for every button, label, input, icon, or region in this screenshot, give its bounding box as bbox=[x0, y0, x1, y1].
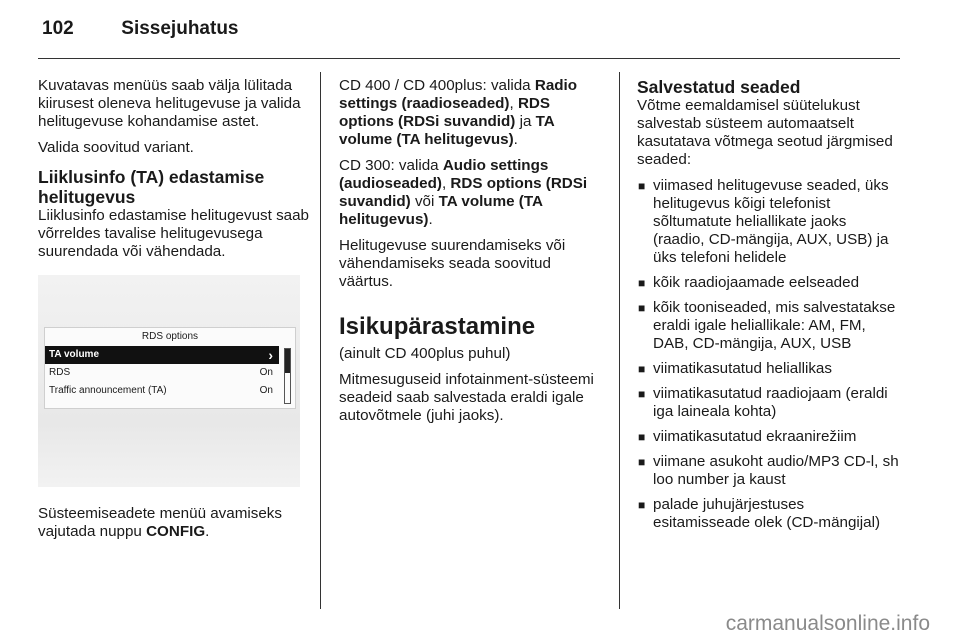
column-divider-2 bbox=[619, 72, 620, 609]
column-1 bbox=[38, 77, 310, 549]
subheading: (ainult CD 400plus puhul) bbox=[339, 345, 511, 362]
paragraph bbox=[339, 77, 607, 149]
menu-row-value: On bbox=[259, 367, 273, 378]
text: , bbox=[509, 95, 518, 112]
menu-row-value: On bbox=[259, 385, 273, 396]
menu-row-traffic-announcement bbox=[45, 382, 279, 400]
list-item bbox=[637, 453, 902, 489]
menu-term: RDS options (RDSi suvandid) bbox=[339, 95, 551, 130]
header-rule bbox=[38, 58, 900, 59]
saved-settings-list bbox=[637, 177, 902, 532]
bullet-icon: ■ bbox=[638, 498, 646, 512]
page-title: Sissejuhatus bbox=[121, 18, 239, 39]
menu-row-label: RDS bbox=[49, 367, 71, 378]
list-item bbox=[637, 385, 902, 421]
column-divider-1 bbox=[320, 72, 321, 609]
text: . bbox=[428, 211, 433, 228]
menu-term: Radio settings (raadioseaded) bbox=[339, 77, 578, 112]
display-screen bbox=[44, 327, 296, 409]
bullet-icon: ■ bbox=[638, 301, 646, 315]
column-2 bbox=[339, 77, 607, 433]
list-item-text: kõik tooniseaded, mis salvestatakse eraldi igale heliallikale: AM, FM, DAB, CD-mängija, AUX, USB bbox=[653, 299, 896, 352]
list-item bbox=[637, 177, 902, 267]
menu-row-rds bbox=[45, 364, 279, 382]
bullet-icon: ■ bbox=[638, 455, 646, 469]
section-heading: Salvestatud seaded bbox=[637, 77, 801, 97]
bullet-icon: ■ bbox=[638, 179, 646, 193]
text: CD 400 / CD 400plus: valida bbox=[339, 77, 535, 94]
text: . bbox=[513, 131, 518, 148]
list-item-text: viimatikasutatud heliallikas bbox=[653, 360, 832, 377]
menu-term: RDS options (RDSi suvandid) bbox=[339, 175, 588, 210]
screen-title: RDS options bbox=[141, 331, 199, 342]
caption-text: Süsteemiseadete menüü avamiseks vajutada nuppu bbox=[38, 505, 282, 540]
caption bbox=[38, 505, 310, 541]
paragraph: Mitmesuguseid infotainment-süsteemi seadeid saab salvestada eraldi igale autovõtmele (juhi jaoks). bbox=[339, 371, 594, 424]
scrollbar-thumb bbox=[285, 349, 290, 373]
list-item bbox=[637, 274, 902, 292]
caption-bold: CONFIG bbox=[146, 523, 206, 540]
list-item-text: palade juhujärjestuses esitamisseade olek (CD-mängijal) bbox=[653, 496, 881, 531]
text: , bbox=[441, 175, 451, 192]
caption-end: . bbox=[205, 523, 210, 540]
text: või bbox=[410, 193, 439, 210]
section-heading: Liiklusinfo (TA) edastamise helitugevus bbox=[38, 167, 265, 207]
paragraph bbox=[339, 157, 607, 229]
paragraph: Liiklusinfo edastamise helitugevust saab võrreldes tavalise helitugevusega suurendada või vähendada. bbox=[38, 207, 310, 260]
column-3 bbox=[637, 77, 902, 539]
menu-term: TA volume (TA helitugevus) bbox=[339, 193, 543, 228]
bullet-icon: ■ bbox=[638, 387, 646, 401]
list-item-text: kõik raadiojaamade eelseaded bbox=[653, 274, 860, 291]
bullet-icon: ■ bbox=[638, 276, 646, 290]
paragraph: Võtme eemaldamisel süütelukust salvestab süsteem automaatselt kasutatava võtmega seotud järgmised seaded: bbox=[637, 97, 893, 168]
list-item bbox=[637, 496, 902, 532]
scrollbar bbox=[284, 348, 291, 404]
section-heading: Isikupärastamine bbox=[339, 313, 536, 340]
list-item bbox=[637, 360, 902, 378]
watermark: carmanualsonline.info bbox=[725, 612, 930, 635]
paragraph: Kuvatavas menüüs saab välja lülitada kiirusest oleneva helitugevuse ja valida helitugevuse kohandamise astet. bbox=[38, 77, 301, 130]
list-item-text: viimatikasutatud raadiojaam (eraldi iga laineala kohta) bbox=[653, 385, 888, 420]
rds-options-screen-figure bbox=[38, 275, 300, 487]
paragraph: Helitugevuse suurendamiseks või vähendamiseks seada soovitud väärtus. bbox=[339, 237, 566, 290]
list-item-text: viimatikasutatud ekraanirežiim bbox=[653, 428, 857, 445]
paragraph: Valida soovitud variant. bbox=[38, 139, 194, 156]
list-item bbox=[637, 428, 902, 446]
menu-row-ta-volume bbox=[45, 346, 279, 364]
chevron-right-icon: › bbox=[268, 347, 273, 363]
page-number: 102 bbox=[42, 18, 74, 39]
bullet-icon: ■ bbox=[638, 430, 646, 444]
page-header bbox=[42, 18, 239, 40]
text: ja bbox=[515, 113, 536, 130]
menu-term: Audio settings (audioseaded) bbox=[339, 157, 549, 192]
menu-row-label: TA volume bbox=[49, 349, 100, 360]
bullet-icon: ■ bbox=[638, 362, 646, 376]
list-item-text: viimased helitugevuse seaded, üks helitugevus kõigi telefonist sõltumatute heliallikate jaoks (raadio, CD-mängija, AUX, USB) ja üks telefoni helidele bbox=[653, 177, 889, 266]
list-item-text: viimane asukoht audio/MP3 CD-l, sh loo number ja kaust bbox=[653, 453, 899, 488]
menu-term: TA volume (TA helitugevus) bbox=[339, 113, 555, 148]
menu-row-label: Traffic announcement (TA) bbox=[49, 385, 167, 396]
text: CD 300: valida bbox=[339, 157, 443, 174]
list-item bbox=[637, 299, 902, 353]
